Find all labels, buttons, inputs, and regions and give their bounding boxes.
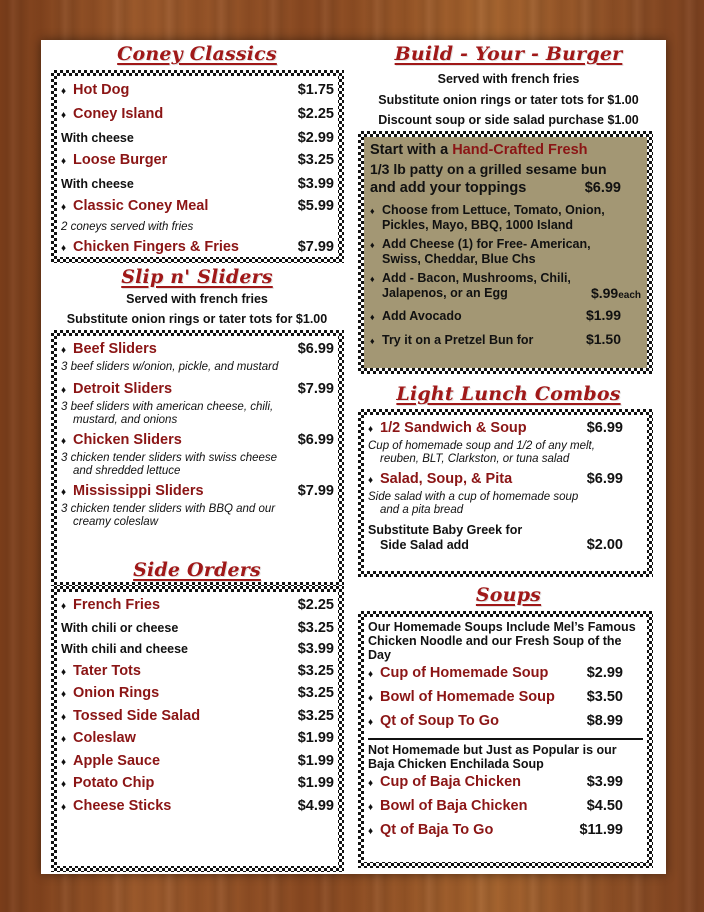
light-lunch-note-price: $2.00 <box>586 537 623 553</box>
side-orders-box <box>51 586 344 872</box>
light-lunch-note-label: Side Salad add <box>380 538 469 552</box>
menu-item <box>368 710 643 734</box>
option-name: With chili or cheese <box>61 620 179 635</box>
coney-classics-list <box>57 76 338 257</box>
menu-item <box>61 195 334 219</box>
menu-option <box>61 173 334 195</box>
menu-item <box>61 683 334 706</box>
item-price: $6.99 <box>297 341 334 357</box>
item-price: $8.99 <box>586 713 623 729</box>
item-description: 3 beef sliders w/onion, pickle, and mustard <box>61 361 279 373</box>
item-price: $2.25 <box>297 106 334 122</box>
item-price: $1.99 <box>297 775 334 791</box>
description-line: mustard, and onions <box>73 414 178 426</box>
burger-subtitle: Served with french fries <box>437 72 580 86</box>
item-description <box>61 503 334 529</box>
description-line: 3 chicken tender sliders with BBQ and our <box>61 503 276 515</box>
item-name: French Fries <box>73 597 161 613</box>
menu-item <box>368 795 643 819</box>
side-orders-list <box>57 592 338 866</box>
menu-item <box>61 728 334 751</box>
option-price <box>591 285 641 301</box>
soups-intro: Our Homemade Soups Include Mel’s Famous Chicken Noodle and our Fresh Soup of the Day <box>368 620 636 662</box>
diamond-bullet-icon: ♦ <box>368 475 374 486</box>
item-name: Coney Island <box>73 106 164 122</box>
item-price: $4.50 <box>586 798 623 814</box>
item-price: $3.99 <box>586 774 623 790</box>
item-price: $6.99 <box>297 432 334 448</box>
diamond-bullet-icon: ♦ <box>61 756 67 768</box>
item-name: Tater Tots <box>73 662 141 679</box>
item-price: $4.99 <box>297 797 334 814</box>
item-name: Cup of Homemade Soup <box>380 665 549 681</box>
burger-option <box>370 331 641 348</box>
coney-classics-title: Coney Classics <box>117 43 277 65</box>
item-price: $1.99 <box>297 752 334 769</box>
item-price: $7.99 <box>297 239 334 255</box>
menu-item <box>61 796 334 819</box>
diamond-bullet-icon: ♦ <box>61 666 67 678</box>
diamond-bullet-icon: ♦ <box>61 86 67 97</box>
option-name: Add - Bacon, Mushrooms, Chili, Jalapenos, or an Egg <box>382 271 571 300</box>
item-name: Chicken Sliders <box>73 432 182 448</box>
item-name: Loose Burger <box>73 152 168 168</box>
diamond-bullet-icon: ♦ <box>61 711 67 723</box>
diamond-bullet-icon: ♦ <box>370 312 375 322</box>
item-price: $5.99 <box>297 198 334 214</box>
sliders-subtitle: Served with french fries <box>126 292 268 306</box>
item-description <box>368 491 643 517</box>
item-description <box>61 401 334 427</box>
menu-item <box>61 430 334 452</box>
diamond-bullet-icon: ♦ <box>370 206 375 216</box>
burger-box <box>358 131 653 374</box>
option-price: $3.99 <box>297 641 334 657</box>
menu-item <box>61 706 334 729</box>
light-lunch-box <box>358 409 653 577</box>
menu-option <box>61 639 334 661</box>
menu-option <box>61 618 334 640</box>
menu-item <box>368 686 643 710</box>
diamond-bullet-icon: ♦ <box>61 734 67 745</box>
menu-page <box>41 40 666 874</box>
item-price: $2.99 <box>586 665 623 681</box>
burger-intro-line: 1/3 lb patty on a grilled sesame bun <box>370 161 607 177</box>
menu-item <box>61 79 334 103</box>
item-name: Bowl of Baja Chicken <box>380 798 528 814</box>
menu-item <box>61 595 334 618</box>
option-name: Add Cheese (1) for Free- American, Swiss, Cheddar, Blue Chs <box>382 237 591 266</box>
diamond-bullet-icon: ♦ <box>370 240 375 250</box>
light-lunch-list <box>364 415 647 571</box>
menu-item <box>368 418 643 440</box>
burger-substitute: Substitute onion rings or tater tots for $1.00 <box>378 93 639 107</box>
option-name: Try it on a Pretzel Bun for <box>382 333 534 347</box>
item-description <box>368 440 643 466</box>
option-price: $1.99 <box>585 307 621 323</box>
menu-item <box>368 662 643 686</box>
diamond-bullet-icon: ♦ <box>368 717 374 728</box>
light-lunch-title: Light Lunch Combos <box>396 383 621 405</box>
diamond-bullet-icon: ♦ <box>368 826 374 837</box>
diamond-bullet-icon: ♦ <box>370 336 375 346</box>
item-description: 2 coneys served with fries <box>61 221 194 233</box>
menu-item <box>61 481 334 503</box>
menu-item <box>368 469 643 491</box>
option-price-unit: each <box>618 290 641 301</box>
menu-item <box>368 771 643 795</box>
sliders-title: Slip n' Sliders <box>121 266 273 288</box>
diamond-bullet-icon: ♦ <box>368 424 374 435</box>
item-name: Detroit Sliders <box>73 381 173 397</box>
item-name: Potato Chip <box>73 775 155 791</box>
burger-option <box>370 203 641 233</box>
item-name: Qt of Soup To Go <box>380 713 499 729</box>
diamond-bullet-icon: ♦ <box>61 202 67 213</box>
description-line: creamy coleslaw <box>73 516 158 528</box>
diamond-bullet-icon: ♦ <box>368 693 374 704</box>
burger-title: Build - Your - Burger <box>394 43 623 65</box>
item-price: $7.99 <box>297 381 334 397</box>
coney-classics-box <box>51 70 344 263</box>
diamond-bullet-icon: ♦ <box>61 436 67 447</box>
description-line: and a pita bread <box>380 504 464 516</box>
light-lunch-note: Substitute Baby Greek for <box>368 523 523 537</box>
item-price: $6.99 <box>586 420 623 436</box>
option-name: With chili and cheese <box>61 642 189 656</box>
soups-list <box>364 617 647 862</box>
option-price: $2.99 <box>297 130 334 146</box>
sliders-list <box>57 336 338 582</box>
menu-item <box>61 339 334 361</box>
light-lunch-note-row <box>368 537 643 553</box>
description-line: and shredded lettuce <box>73 465 181 477</box>
option-price-value: $.99 <box>590 285 619 301</box>
diamond-bullet-icon: ♦ <box>61 801 67 813</box>
burger-intro-start: Start with a <box>370 142 453 158</box>
diamond-bullet-icon: ♦ <box>61 487 67 498</box>
soups-box <box>358 611 653 868</box>
item-price: $3.50 <box>586 689 623 705</box>
description-line: Cup of homemade soup and 1/2 of any melt, <box>368 440 595 452</box>
item-price: $2.25 <box>297 597 334 613</box>
menu-item <box>61 751 334 774</box>
diamond-bullet-icon: ♦ <box>61 385 67 396</box>
item-price: $3.25 <box>297 152 334 168</box>
item-name: Bowl of Homemade Soup <box>380 689 555 705</box>
soups-title: Soups <box>475 584 542 606</box>
item-name: Chicken Fingers & Fries <box>73 239 239 255</box>
burger-intro-highlight: Hand-Crafted Fresh <box>452 142 588 158</box>
item-price: $1.75 <box>297 82 334 98</box>
item-name: Coleslaw <box>73 730 136 746</box>
item-name: Salad, Soup, & Pita <box>380 471 513 487</box>
item-price: $3.25 <box>297 662 334 679</box>
side-orders-title: Side Orders <box>133 559 261 581</box>
item-name: Classic Coney Meal <box>73 198 209 214</box>
option-name: With cheese <box>61 131 134 145</box>
menu-item <box>61 661 334 684</box>
diamond-bullet-icon: ♦ <box>61 243 67 254</box>
item-name: Tossed Side Salad <box>73 707 201 724</box>
diamond-bullet-icon: ♦ <box>61 110 67 121</box>
menu-item <box>61 149 334 173</box>
item-name: Qt of Baja To Go <box>380 822 494 838</box>
item-price: $1.99 <box>297 730 334 746</box>
menu-item <box>368 819 643 843</box>
item-price: $3.25 <box>297 707 334 724</box>
item-name: Cheese Sticks <box>73 797 172 814</box>
item-price: $3.25 <box>297 685 334 701</box>
burger-panel <box>364 137 647 368</box>
item-name: 1/2 Sandwich & Soup <box>380 420 527 436</box>
diamond-bullet-icon: ♦ <box>368 778 374 789</box>
burger-base-label: and add your toppings <box>370 180 527 196</box>
item-name: Cup of Baja Chicken <box>380 774 521 790</box>
description-line: 3 chicken tender sliders with swiss cheese <box>61 452 278 464</box>
item-price: $7.99 <box>297 483 334 499</box>
burger-option <box>370 237 641 267</box>
option-price: $3.99 <box>297 176 334 192</box>
menu-option <box>61 127 334 149</box>
description-line: 3 beef sliders with american cheese, chili, <box>61 401 274 413</box>
diamond-bullet-icon: ♦ <box>61 779 67 790</box>
burger-option <box>370 307 641 324</box>
menu-item <box>61 236 334 260</box>
menu-item <box>61 379 334 401</box>
item-description <box>61 452 334 478</box>
diamond-bullet-icon: ♦ <box>61 156 67 167</box>
diamond-bullet-icon: ♦ <box>368 802 374 813</box>
item-name: Beef Sliders <box>73 341 157 357</box>
option-name: With cheese <box>61 177 134 191</box>
option-price: $3.25 <box>297 619 334 636</box>
soups-divider <box>368 738 643 740</box>
burger-base <box>370 179 641 198</box>
burger-intro <box>370 141 641 160</box>
soups-intro-2: Not Homemade but Just as Popular is our Baja Chicken Enchilada Soup <box>368 743 617 771</box>
option-name: Add Avocado <box>382 309 462 323</box>
item-name: Onion Rings <box>73 685 160 701</box>
item-name: Mississippi Sliders <box>73 483 204 499</box>
option-price: $1.50 <box>585 331 621 347</box>
description-line: Side salad with a cup of homemade soup <box>368 491 579 503</box>
diamond-bullet-icon: ♦ <box>61 601 67 612</box>
sliders-substitute: Substitute onion rings or tater tots for $1.00 <box>66 312 328 326</box>
diamond-bullet-icon: ♦ <box>368 669 374 680</box>
menu-item <box>61 103 334 127</box>
item-price: $6.99 <box>586 471 623 487</box>
burger-base-price: $6.99 <box>584 180 621 196</box>
burger-discount: Discount soup or side salad purchase $1.00 <box>378 113 639 127</box>
burger-option <box>370 271 641 301</box>
diamond-bullet-icon: ♦ <box>61 345 67 356</box>
description-line: reuben, BLT, Clarkston, or tuna salad <box>380 453 570 465</box>
diamond-bullet-icon: ♦ <box>61 689 67 700</box>
item-name: Apple Sauce <box>73 752 161 769</box>
option-name: Choose from Lettuce, Tomato, Onion, Pickles, Mayo, BBQ, 1000 Island <box>382 203 605 232</box>
sliders-box <box>51 330 344 588</box>
item-name: Hot Dog <box>73 82 130 98</box>
menu-item <box>61 773 334 796</box>
item-price: $11.99 <box>579 822 623 838</box>
diamond-bullet-icon: ♦ <box>370 274 375 284</box>
